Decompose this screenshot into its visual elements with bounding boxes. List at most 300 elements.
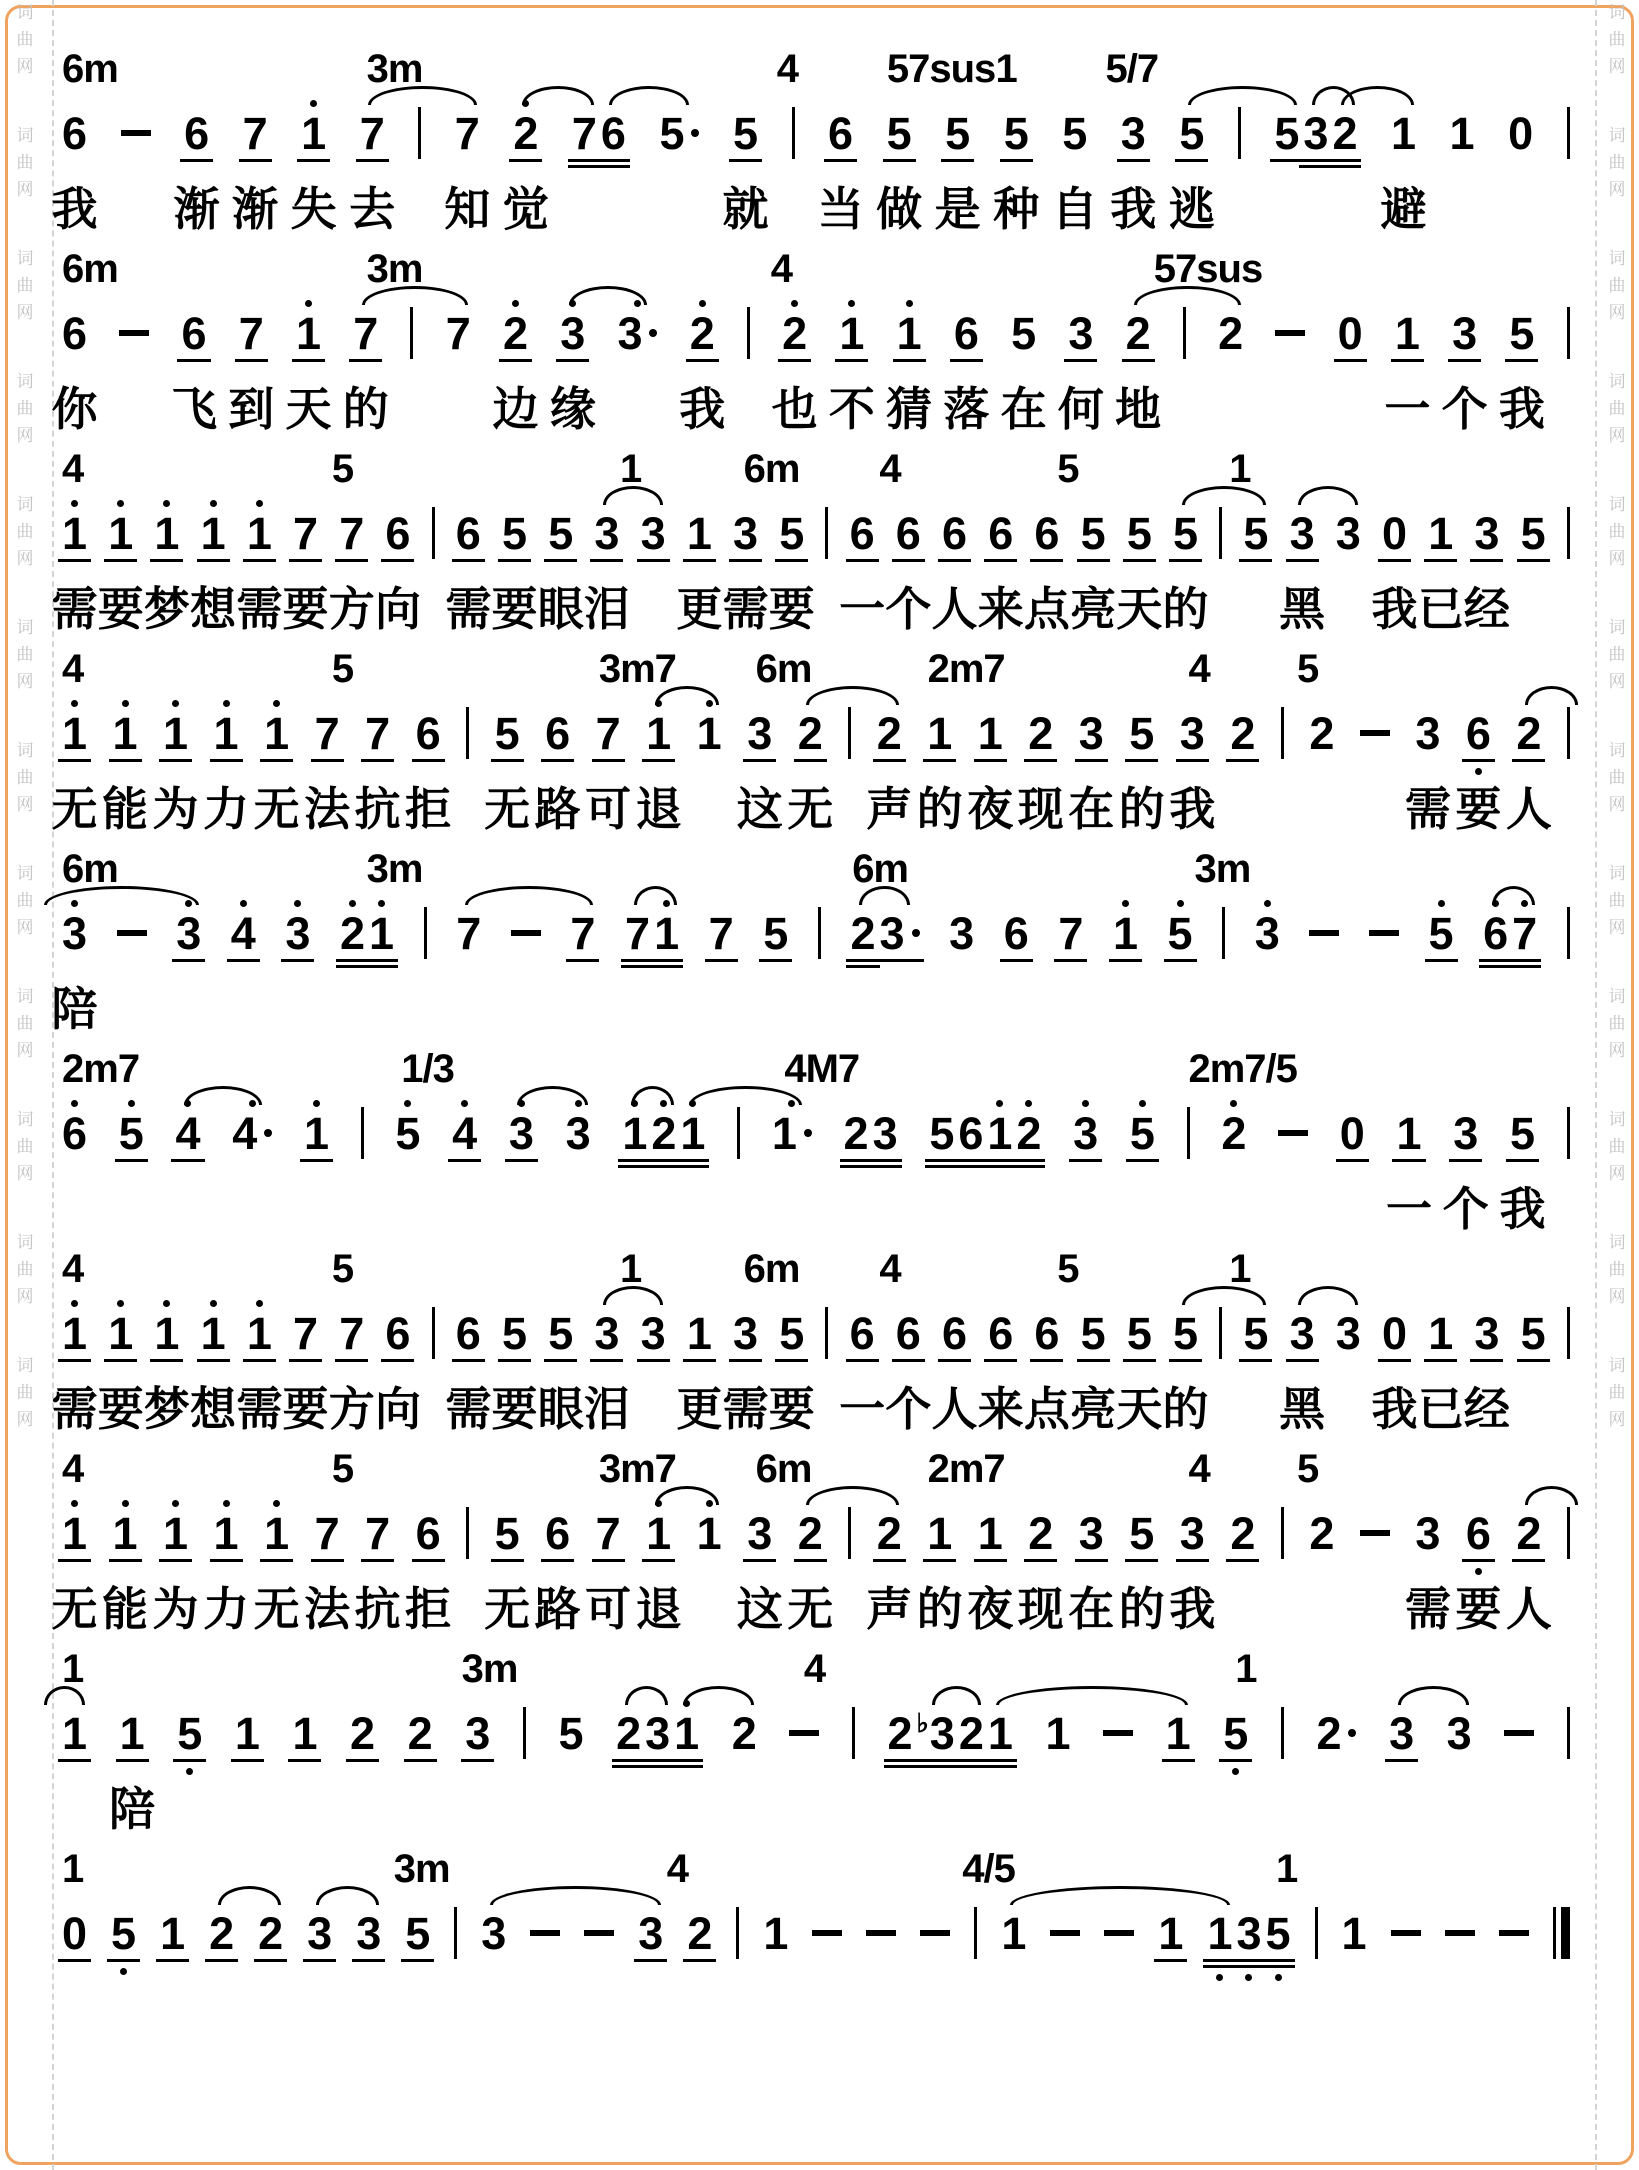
lyric-char: 需 [1404, 783, 1451, 835]
note-token: 5 [558, 1707, 584, 1759]
note-token [818, 894, 821, 974]
dash-glyph [1445, 1930, 1475, 1936]
note-token: 5 [1081, 1294, 1106, 1377]
system-row [51, 44, 1570, 244]
lyric-char: 点 [1023, 583, 1070, 635]
note-token: 2 [959, 1694, 984, 1783]
note-token: 3 [307, 1894, 332, 1977]
barline [792, 107, 795, 159]
note-token [1567, 1294, 1570, 1374]
octave-dot-below [1245, 1974, 1252, 1981]
note-token: 3 [641, 1294, 666, 1377]
note-token: 1 [1449, 107, 1475, 159]
note-token: 1 [108, 494, 133, 577]
lyric-char: 要 [491, 1383, 538, 1435]
octave-dot-below [120, 1968, 127, 1975]
dash-glyph [1360, 730, 1390, 736]
note-token: 7 [570, 894, 595, 977]
notes-row [62, 1894, 1570, 1984]
note-token [1567, 494, 1570, 574]
watermark-text: 词 曲 网 [16, 1110, 34, 1183]
note-token: 1 [62, 494, 87, 577]
note-token [825, 1294, 828, 1374]
note-token: 1 [296, 294, 321, 377]
watermark-text: 词 曲 网 [16, 741, 34, 814]
note-token: 5 [1062, 107, 1088, 159]
note-token: 5 [929, 1094, 954, 1183]
lyric-char: 做 [876, 183, 923, 235]
lyric-char: 不 [828, 383, 875, 435]
lyric-char: 无 [787, 783, 834, 835]
system-row [51, 644, 1570, 844]
lyric-char: 是 [934, 183, 981, 235]
note-token: 0 [1382, 494, 1407, 577]
barline [1567, 107, 1570, 159]
barline [410, 307, 413, 359]
note-token: 5 [502, 1294, 527, 1377]
note-token: 6 [385, 494, 410, 577]
octave-dot-above [1139, 1100, 1146, 1107]
lyric-char: 我 [1169, 1583, 1216, 1635]
note-token: 3 [285, 894, 310, 977]
dash-glyph [511, 930, 541, 936]
lyric-char: 需 [722, 583, 769, 635]
lyric-char: 声 [866, 783, 913, 835]
watermark-text: 词 曲 网 [16, 1356, 34, 1429]
note-token: 1 [1166, 1694, 1191, 1777]
system-row [62, 1844, 1570, 2044]
chord-label: 6m [755, 647, 812, 691]
note-token: 2 [340, 894, 365, 983]
note-token: 6 [1034, 494, 1059, 577]
note-token: 5 [1168, 894, 1193, 977]
dash-glyph [1360, 1530, 1390, 1536]
note-token [466, 1494, 469, 1574]
chord-row [62, 1644, 1570, 1694]
dash-glyph [1278, 1130, 1308, 1136]
octave-dot-above [256, 500, 263, 507]
note-token: 1 [62, 1694, 87, 1777]
chord-label: 4M7 [784, 1047, 860, 1091]
chord-label: 4 [1188, 647, 1210, 691]
lyric-char: 自 [1051, 183, 1098, 235]
note-token [1275, 294, 1305, 374]
octave-dot-above [522, 100, 529, 107]
dash-glyph [1309, 930, 1339, 936]
lyric-char: 更 [676, 1383, 723, 1435]
lyric-char: 人 [1505, 1583, 1552, 1635]
chord-label: 4 [803, 1647, 826, 1691]
octave-dot-above [699, 300, 706, 307]
note-token: 7 [454, 107, 480, 159]
note-token [1567, 1094, 1570, 1174]
note-token: 2 [1028, 1494, 1053, 1577]
dash-glyph [1369, 930, 1399, 936]
lyric-char: 点 [1023, 1383, 1070, 1435]
octave-dot-below [1475, 1568, 1482, 1575]
augmentation-dot [691, 129, 699, 137]
barline [1222, 907, 1225, 959]
lyric-char: 经 [1463, 1383, 1510, 1435]
lyric-char: 我 [1371, 583, 1418, 635]
note-token: 7 [239, 294, 264, 377]
notes-row [62, 294, 1570, 384]
lyric-char: 地 [1115, 383, 1162, 435]
watermark-text: 词 曲 网 [1608, 741, 1626, 814]
note-token: 2 [616, 1694, 641, 1783]
barline [1567, 507, 1570, 559]
note-token: 5 [395, 1094, 420, 1174]
octave-dot-below [186, 1768, 193, 1775]
note-token: 3 [1079, 694, 1104, 777]
lyric-char: 向 [374, 1383, 421, 1435]
lyric-char: 逃 [1168, 183, 1215, 235]
lyric-char: 我 [1169, 783, 1216, 835]
note-token: 6 [1466, 1494, 1491, 1577]
chord-label: 6m [743, 1247, 800, 1291]
lyric-char: 也 [771, 383, 818, 435]
octave-dot-above [655, 1500, 662, 1507]
chord-label: 4 [62, 647, 84, 691]
lyric-char: 拒 [405, 1583, 452, 1635]
note-token: 7 [456, 907, 482, 959]
chord-label: 4 [1188, 1447, 1210, 1491]
note-token [1567, 894, 1570, 974]
lyric-char: 现 [1017, 783, 1064, 835]
lyric-char: 已 [1417, 1383, 1464, 1435]
note-token: 5 [1243, 1294, 1268, 1377]
octave-dot-above [378, 900, 385, 907]
note-token [1445, 1894, 1475, 1974]
note-group [616, 1694, 699, 1783]
lyric-char: 想 [190, 1383, 237, 1435]
octave-dot-above [305, 300, 312, 307]
note-token: 6 [954, 294, 979, 377]
note-token: 3 [747, 1494, 772, 1577]
lyric-char: 猜 [886, 383, 933, 435]
chord-label: 6m [743, 447, 800, 491]
note-token [1567, 694, 1570, 774]
note-token: 5 [1429, 894, 1454, 977]
chord-label: 4 [62, 1447, 84, 1491]
note-token: 1 [1428, 1294, 1453, 1377]
note-token: 5 [548, 1294, 573, 1377]
lyric-char: 的 [916, 783, 963, 835]
lyric-char: 渐 [232, 183, 279, 235]
octave-dot-above [848, 300, 855, 307]
lyric-char: 无 [253, 1583, 300, 1635]
lyric-char: 需 [236, 1383, 283, 1435]
system-row [51, 244, 1570, 444]
note-token [1278, 1094, 1308, 1174]
octave-dot-above [996, 1100, 1003, 1107]
note-token: 1 [654, 894, 679, 983]
note-token: 2 [798, 694, 823, 777]
note-token: 1 [988, 1694, 1013, 1783]
note-token: 5 [119, 1094, 144, 1177]
note-token: 5 [779, 494, 804, 577]
lyric-char: 来 [977, 1383, 1024, 1435]
octave-dot-above [71, 1500, 78, 1507]
lyric-char: 落 [943, 383, 990, 435]
note-token: 5 [1266, 1894, 1291, 1983]
note-token: 4 [452, 1094, 477, 1177]
lyric-char: 知 [444, 183, 491, 235]
lyric-char: 个 [885, 1383, 932, 1435]
note-token [848, 1494, 851, 1574]
note-token: 3 [465, 1694, 490, 1777]
lyric-char: 经 [1463, 583, 1510, 635]
note-token: 1 [304, 1094, 329, 1177]
note-token [432, 1294, 435, 1374]
note-token: 2 [844, 1094, 869, 1183]
note-token: 1 [163, 1494, 188, 1577]
note-token: 3 [1121, 94, 1146, 177]
note-token [1103, 1694, 1133, 1774]
lyric-char: 觉 [502, 183, 549, 235]
note-token: 2 [1516, 1494, 1541, 1577]
note-token: 1 [646, 694, 671, 777]
barline [454, 1907, 457, 1959]
chord-label: 57sus [886, 47, 996, 91]
lyrics-row [51, 983, 1570, 1042]
octave-dot-below [1275, 1974, 1282, 1981]
note-token: 2 [1332, 94, 1357, 183]
notes-row [62, 1694, 1570, 1784]
note-token: 3 [1335, 507, 1361, 559]
lyrics-row [62, 1984, 1570, 2042]
lyrics-row [51, 1583, 1570, 1642]
note-token [1219, 494, 1222, 574]
lyrics-row [51, 783, 1570, 842]
note-token [736, 1894, 739, 1974]
note-token: 3 [566, 1094, 591, 1174]
watermark-text: 词 曲 网 [16, 1233, 34, 1306]
watermark-right [1600, 4, 1634, 2170]
octave-dot-below [1216, 1974, 1223, 1981]
note-token: 3 [1180, 694, 1205, 777]
note-token: 5 [495, 694, 520, 777]
barline [747, 307, 750, 359]
note-token [1104, 1894, 1134, 1974]
chord-label: 3m [366, 847, 423, 891]
watermark-text: 词 曲 网 [16, 249, 34, 322]
watermark-text: 词 曲 网 [1608, 249, 1626, 322]
barline [1567, 1107, 1570, 1159]
note-token: 5 [405, 1894, 430, 1977]
barline [736, 1907, 739, 1959]
note-token: 3 [1474, 1294, 1499, 1377]
note-token: 1 [163, 694, 188, 777]
lyric-char: 渐 [173, 183, 220, 235]
note-token: 5 [1129, 1494, 1154, 1577]
note-token: 2 [1230, 1494, 1255, 1577]
note-token: 5 [1081, 494, 1106, 577]
note-token: 1 [369, 894, 394, 983]
note-token [1219, 1294, 1222, 1374]
lyric-char: 在 [1000, 383, 1047, 435]
note-token: 1 [978, 694, 1003, 777]
note-token: 2 [850, 894, 875, 983]
octave-dot-above [128, 1100, 135, 1107]
note-token: 6 [1466, 694, 1491, 777]
lyric-char: 天 [1116, 583, 1163, 635]
chord-label: 5 [331, 647, 354, 691]
lyric-char: 方 [328, 583, 375, 635]
lyric-char: 到 [228, 383, 275, 435]
system-row [62, 1644, 1570, 1844]
lyric-char: 可 [585, 1583, 632, 1635]
octave-dot-above [223, 1500, 230, 1507]
lyric-char: 一 [1386, 1183, 1432, 1235]
note-token: 1 [646, 1494, 671, 1577]
octave-dot-above [71, 700, 78, 707]
note-token: 6 [545, 694, 570, 777]
octave-dot-above [349, 900, 356, 907]
note-token: 2 [209, 1894, 234, 1977]
note-token [523, 1694, 526, 1774]
note-token [530, 1894, 560, 1974]
note-token: 5 [548, 494, 573, 577]
note-token: 7 [339, 494, 364, 577]
lyric-char: 就 [722, 183, 769, 235]
octave-dot-above [1122, 900, 1129, 907]
lyrics-row [62, 1184, 1570, 1242]
barline [1183, 307, 1186, 359]
octave-dot-above [1177, 900, 1184, 907]
note-token: 2 [1221, 1094, 1246, 1174]
note-token: 5 [945, 94, 970, 177]
note-token: 1 [235, 1694, 260, 1777]
note-token: 1 [160, 1894, 185, 1977]
note-token: 6 [850, 1294, 875, 1377]
note-token: 3 [1290, 494, 1315, 577]
augmentation-dot [264, 1129, 272, 1137]
dash-glyph [1391, 1930, 1421, 1936]
note-token [1050, 1894, 1080, 1974]
lyric-char: 方 [328, 1383, 375, 1435]
octave-dot-above [663, 900, 670, 907]
note-token: 1 [154, 494, 179, 577]
note-token: 1 [622, 1094, 647, 1183]
lyric-char: 当 [817, 183, 864, 235]
barline [1219, 1307, 1222, 1359]
note-token: 3 [509, 1094, 534, 1177]
note-token: 5 [779, 1294, 804, 1377]
octave-dot-above [249, 1100, 256, 1107]
chord-label: 2m7 [927, 647, 1005, 691]
note-token: 3 [1236, 1894, 1261, 1983]
note-token: 6 [456, 1294, 481, 1377]
lyric-char: 夜 [967, 1583, 1014, 1635]
lyric-char: 一 [839, 1383, 886, 1435]
barline [848, 707, 851, 759]
lyric-char: 拒 [405, 783, 452, 835]
chord-label: 4 [879, 1247, 901, 1291]
octave-dot-above [256, 1300, 263, 1307]
note-token: 6 [545, 1494, 570, 1577]
note-token: 7 [445, 307, 471, 359]
note-token [1567, 294, 1570, 374]
lyric-char: 已 [1417, 583, 1464, 635]
octave-dot-above [1521, 900, 1528, 907]
note-token [1567, 94, 1570, 174]
notes-row [62, 894, 1570, 984]
note-token: 3 [1180, 1494, 1205, 1577]
note-token: 7 [353, 294, 378, 377]
note-token: 2 [687, 1894, 712, 1977]
lyric-char: 无 [253, 783, 300, 835]
barline [1315, 1907, 1318, 1959]
note-token: 3 [949, 907, 975, 959]
dash-glyph [920, 1930, 950, 1936]
watermark-left [8, 4, 42, 2170]
note-token: 5 [1223, 1694, 1248, 1777]
note-token: 3 [594, 494, 619, 577]
chord-row [62, 644, 1570, 694]
lyric-char: 去 [349, 183, 396, 235]
augmentation-dot [912, 929, 920, 937]
lyric-char: 这 [736, 1583, 783, 1635]
note-token: 5 [1011, 307, 1037, 359]
note-token: 6 [456, 494, 481, 577]
chord-label: 6m [755, 1447, 812, 1491]
note-token: 6 [385, 1294, 410, 1377]
octave-dot-above [518, 1100, 525, 1107]
lyric-char: 的 [1118, 783, 1165, 835]
note-token [511, 894, 541, 974]
barline [1567, 307, 1570, 359]
watermark-text: 词 曲 网 [16, 618, 34, 691]
note-token [432, 494, 435, 574]
note-token: 3 [594, 1294, 619, 1377]
note-token: 7 [572, 94, 597, 183]
lyric-char: 我 [679, 383, 726, 435]
note-group [1483, 894, 1537, 983]
lyric-char: 退 [635, 783, 682, 835]
dash-glyph [1050, 1930, 1080, 1936]
note-token: 1 [62, 1294, 87, 1377]
note-token: 5 [659, 94, 699, 174]
dash-glyph [121, 130, 151, 136]
note-token: 1 [201, 1294, 226, 1377]
note-token: 1 [247, 1294, 272, 1377]
note-token: 1 [1045, 1707, 1071, 1759]
note-token: 1 [264, 694, 289, 777]
octave-dot-above [71, 500, 78, 507]
octave-dot-above [1492, 900, 1499, 907]
note-token: 3 [1073, 1094, 1098, 1177]
lyric-char: 我 [1371, 1383, 1418, 1435]
note-token: 3 [356, 1894, 381, 1977]
note-token: 2 [877, 694, 902, 777]
lyric-char: 需 [445, 583, 492, 635]
chord-label: 4 [879, 447, 901, 491]
lyric-char: 要 [1455, 1583, 1502, 1635]
octave-dot-above [634, 300, 641, 307]
note-token: 1 [214, 1494, 239, 1577]
note-token: 1 [108, 1294, 133, 1377]
lyric-char: 抗 [354, 783, 401, 835]
lyric-char: 我 [1498, 383, 1545, 435]
note-token [1187, 1094, 1190, 1174]
note-token: 2 [1016, 1094, 1041, 1183]
note-token [848, 694, 851, 774]
note-token: 1 [113, 1494, 138, 1577]
notes-row [62, 94, 1570, 184]
chord-label: 2m7 [62, 1047, 140, 1091]
note-token: 2 [1316, 1694, 1356, 1774]
